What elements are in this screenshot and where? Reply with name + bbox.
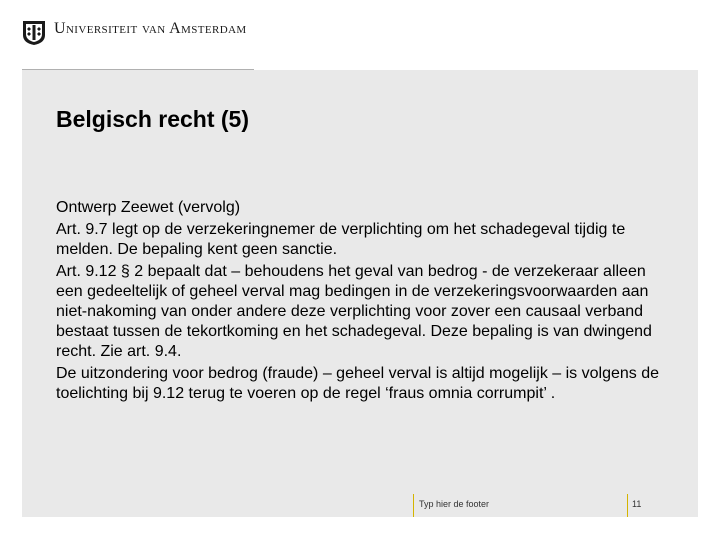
page-number: 11: [632, 499, 642, 509]
university-name: Universiteit van Amsterdam: [54, 20, 247, 37]
footer-divider: [413, 494, 414, 517]
footer-divider: [627, 494, 628, 517]
slide-body: [56, 198, 676, 406]
slide-title: Belgisch recht (5): [56, 106, 249, 132]
body-paragraph: De uitzondering voor bedrog (fraude) – geheel verval is altijd mogelijk – is volgens de toelichting bij 9.12 terug te voeren op de regel ‘fraus omnia corrumpit’ .: [56, 365, 659, 402]
university-shield-icon: [22, 20, 46, 46]
header: [0, 0, 720, 70]
body-paragraph: Art. 9.12 § 2 bepaalt dat – behoudens het geval van bedrog - de verzekeraar alleen een gedeeltelijk of geheel verval mag bedingen in de verzekeringsvoorwaarden aan niet-nakoming van onder andere deze verplichting voor zover een causaal verband bestaat tussen de tekortkoming en het schadegeval. Deze bepaling is van dwingend recht. Zie art. 9.4.: [56, 263, 652, 360]
footer-text: Typ hier de footer: [419, 499, 490, 509]
body-paragraph: Art. 9.7 legt op de verzekeringnemer de verplichting om het schadegeval tijdig te melden. De bepaling kent geen sanctie.: [56, 221, 626, 258]
body-paragraph: Ontwerp Zeewet (vervolg): [56, 199, 241, 216]
